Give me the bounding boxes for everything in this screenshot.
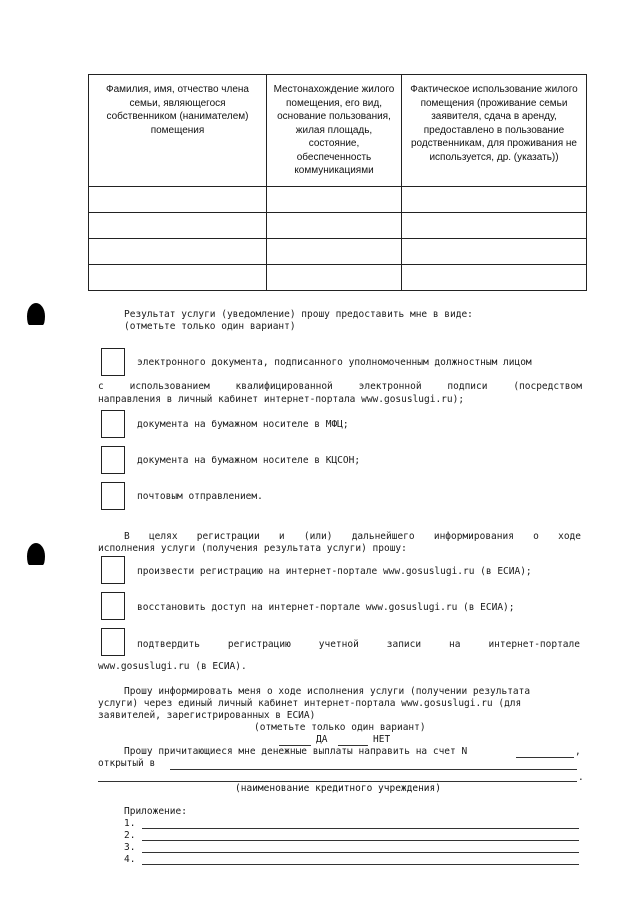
table-cell[interactable] bbox=[267, 187, 402, 213]
table-row bbox=[89, 187, 587, 213]
table-cell[interactable] bbox=[402, 187, 587, 213]
register-checkbox[interactable] bbox=[101, 556, 125, 584]
result-mfc-checkbox[interactable] bbox=[101, 410, 125, 438]
bank-name-field[interactable] bbox=[170, 769, 577, 770]
attachment-item-field[interactable] bbox=[142, 852, 579, 853]
result-post-checkbox[interactable] bbox=[101, 482, 125, 510]
inform-line1: Прошу информировать меня о ходе исполнения услуги (получении результата bbox=[124, 686, 531, 697]
account-number-field[interactable] bbox=[516, 757, 574, 758]
confirm-registration-checkbox[interactable] bbox=[101, 628, 125, 656]
table-cell[interactable] bbox=[89, 239, 267, 265]
attachment-item-number: 3. bbox=[124, 842, 136, 853]
table-cell[interactable] bbox=[402, 265, 587, 291]
attachment-item-number: 1. bbox=[124, 818, 136, 829]
result-electronic-checkbox[interactable] bbox=[101, 348, 125, 376]
header-actual-use: Фактическое использование жилого помещения (проживание семьи заявителя, сдача в аренду, предоставлено в пользование родственникам, для проживания не используется, др. (указать)) bbox=[402, 75, 587, 187]
attachment-item-field[interactable] bbox=[142, 828, 579, 829]
result-mfc-label: документа на бумажном носителе в МФЦ; bbox=[137, 419, 349, 430]
punch-hole-icon bbox=[27, 543, 45, 565]
punch-hole-icon bbox=[27, 303, 45, 325]
bank-caption: (наименование кредитного учреждения) bbox=[235, 783, 441, 794]
payment-dot: . bbox=[578, 772, 584, 783]
inform-line3: заявителей, зарегистрированных в ЕСИА) bbox=[98, 710, 316, 721]
table-row bbox=[89, 213, 587, 239]
table-cell[interactable] bbox=[402, 239, 587, 265]
table-cell[interactable] bbox=[89, 213, 267, 239]
result-kcson-label: документа на бумажном носителе в КЦСОН; bbox=[137, 455, 361, 466]
result-kcson-checkbox[interactable] bbox=[101, 446, 125, 474]
family-property-table bbox=[88, 74, 587, 291]
header-owner-name: Фамилия, имя, отчество члена семьи, являющегося собственником (нанимателем) помещения bbox=[89, 75, 267, 187]
table-cell[interactable] bbox=[89, 265, 267, 291]
attachment-item-field[interactable] bbox=[142, 864, 579, 865]
no-label: НЕТ bbox=[373, 734, 391, 745]
table-row bbox=[89, 239, 587, 265]
table-header-row bbox=[89, 75, 587, 187]
register-label: произвести регистрацию на интернет-портале www.gosuslugi.ru (в ЕСИА); bbox=[137, 566, 532, 577]
table-cell[interactable] bbox=[89, 187, 267, 213]
restore-access-label: восстановить доступ на интернет-портале www.gosuslugi.ru (в ЕСИА); bbox=[137, 602, 515, 613]
attachment-title: Приложение: bbox=[124, 806, 187, 817]
result-post-label: почтовым отправлением. bbox=[137, 491, 263, 502]
table-cell[interactable] bbox=[402, 213, 587, 239]
inform-line2: услуги) через единый личный кабинет интернет-портала www.gosuslugi.ru (для bbox=[98, 698, 522, 709]
bank-name-field-2[interactable] bbox=[98, 781, 577, 782]
yes-label: ДА bbox=[316, 734, 328, 745]
header-location: Местонахождение жилого помещения, его вид, основание пользования, жилая площадь, состояние, обеспеченность коммуникациями bbox=[267, 75, 402, 187]
attachment-item-number: 2. bbox=[124, 830, 136, 841]
table-cell[interactable] bbox=[267, 213, 402, 239]
payment-line1: Прошу причитающиеся мне денежные выплаты направить на счет N bbox=[124, 746, 468, 757]
payment-comma: , bbox=[575, 746, 581, 757]
registration-intro-line1: В целях регистрации и (или) дальнейшего информирования о ходе bbox=[124, 531, 581, 542]
table-row bbox=[89, 265, 587, 291]
result-electronic-line3: направления в личный кабинет интернет-портала www.gosuslugi.ru); bbox=[98, 394, 465, 405]
result-electronic-line2: с использованием квалифицированной электронной подписи (посредством bbox=[98, 381, 582, 392]
restore-access-checkbox[interactable] bbox=[101, 592, 125, 620]
result-intro-line2: (отметьте только один вариант) bbox=[124, 321, 296, 332]
attachment-item-number: 4. bbox=[124, 854, 136, 865]
confirm-registration-line2: www.gosuslugi.ru (в ЕСИА). bbox=[98, 661, 247, 672]
table-cell[interactable] bbox=[267, 239, 402, 265]
registration-intro-line2: исполнения услуги (получения результата услуги) прошу: bbox=[98, 543, 407, 554]
inform-line4: (отметьте только один вариант) bbox=[254, 722, 426, 733]
opened-in-label: открытый в bbox=[98, 758, 156, 769]
table-cell[interactable] bbox=[267, 265, 402, 291]
result-intro-line1: Результат услуги (уведомление) прошу предоставить мне в виде: bbox=[124, 309, 473, 320]
attachment-item-field[interactable] bbox=[142, 840, 579, 841]
confirm-registration-label: подтвердить регистрацию учетной записи на интернет-портале bbox=[137, 639, 580, 650]
result-electronic-label: электронного документа, подписанного уполномоченным должностным лицом bbox=[137, 357, 532, 368]
